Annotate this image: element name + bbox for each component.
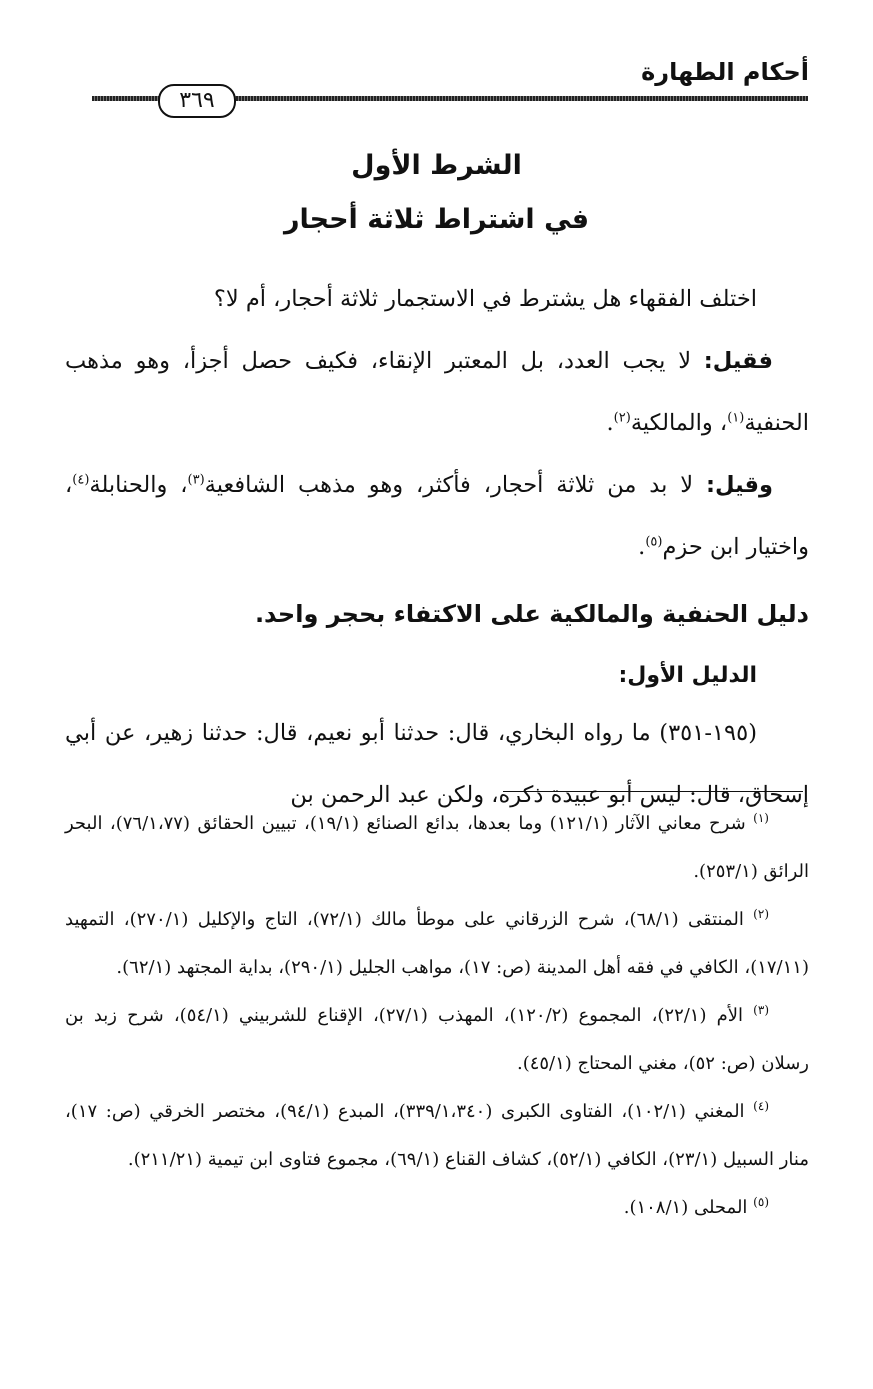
opinion-one-text: لا يجب العدد، بل المعتبر الإنقاء، فكيف حصل أجزأ، وهو مذهب الحنفية [65,348,809,436]
opinion-two-text: لا بد من ثلاثة أحجار، فأكثر، وهو مذهب الشافعية [204,472,707,498]
section-heading: دليل الحنفية والمالكية على الاكتفاء بحجر واحد. [254,600,809,628]
page-number: ٣٦٩ [158,84,236,118]
footnote-mark: (٤) [753,1099,769,1113]
main-text [65,268,809,826]
footnote-ref-4[interactable]: (٤) [72,472,90,488]
footnote-ref-2[interactable]: (٢) [613,410,631,426]
footnote-separator [503,791,803,792]
footnote-text: المحلى (١٠٨/١). [623,1197,748,1218]
chapter-subtitle: في اشتراط ثلاثة أحجار [283,204,590,235]
opinion-one-lead: فقيل: [703,348,773,374]
opinion-two-lead: وقيل: [706,472,773,498]
intro-paragraph: اختلف الفقهاء هل يشترط في الاستجمار ثلاثة أحجار، أم لا؟ [213,286,757,312]
footnote-4 [65,1088,809,1184]
footnote-3 [65,992,809,1088]
opinion-two-mid2: ، واختيار ابن حزم [65,472,809,560]
opinion-one-paragraph [65,330,809,454]
footnote-mark: (٥) [753,1195,769,1209]
evidence-heading: الدليل الأول: [618,663,757,688]
footnote-ref-5[interactable]: (٥) [645,534,663,550]
footnote-2 [65,896,809,992]
chapter-title: الشرط الأول [351,150,522,181]
footnote-5 [65,1184,809,1232]
hadith-paragraph: (١٩٥-٣٥١) ما رواه البخاري، قال: حدثنا أبو نعيم، قال: حدثنا زهير، عن أبي إسحاق، قال: ليس أبو عبيدة ذكره، ولكن عبد الرحمن بن [65,720,809,808]
footnote-ref-3[interactable]: (٣) [187,472,205,488]
running-title: أحكام الطهارة [641,58,809,86]
opinion-one-mid: ، والمالكية [630,410,728,436]
footnote-text: الأم (٢٢/١)، المجموع (١٢٠/٢)، المهذب (٢٧/١)، الإقناع للشربيني (٥٤/١)، شرح زبد بن رسلان (ص: ٥٢)، مغني المحتاج (٤٥/١). [65,1005,809,1074]
opinion-two-mid: ، والحنابلة [89,472,188,498]
opinion-two-paragraph [65,454,809,578]
opinion-one-end: . [606,410,614,436]
footnote-text: شرح معاني الآثار (١٢١/١) وما بعدها، بدائع الصنائع (١٩/١)، تبيين الحقائق (٧٦/١،٧٧)، البحر الرائق (٢٥٣/١). [65,813,809,882]
footnote-mark: (٢) [753,907,769,921]
footnote-text: المنتقى (٦٨/١)، شرح الزرقاني على موطأ مالك (٧٢/١)، التاج والإكليل (٢٧٠/١)، التمهيد (١٧/١١)، الكافي في فقه أهل المدينة (ص: ١٧)، مواهب الجليل (٢٩٠/١)، بداية المجتهد (٦٢/١). [65,909,809,978]
footnote-mark: (١) [753,811,769,825]
footnote-1 [65,800,809,896]
footnote-ref-1[interactable]: (١) [727,410,745,426]
footnotes [65,800,809,1232]
footnote-text: المغني (١٠٢/١)، الفتاوى الكبرى (٣٣٩/١،٣٤٠)، المبدع (٩٤/١)، مختصر الخرقي (ص: ١٧)، منار السبيل (٢٣/١)، الكافي (٥٢/١)، كشاف القناع (٦٩/١)، مجموع فتاوى ابن تيمية (٢١١/٢١). [65,1101,809,1170]
opinion-two-end: . [638,534,646,560]
footnote-mark: (٣) [753,1003,769,1017]
